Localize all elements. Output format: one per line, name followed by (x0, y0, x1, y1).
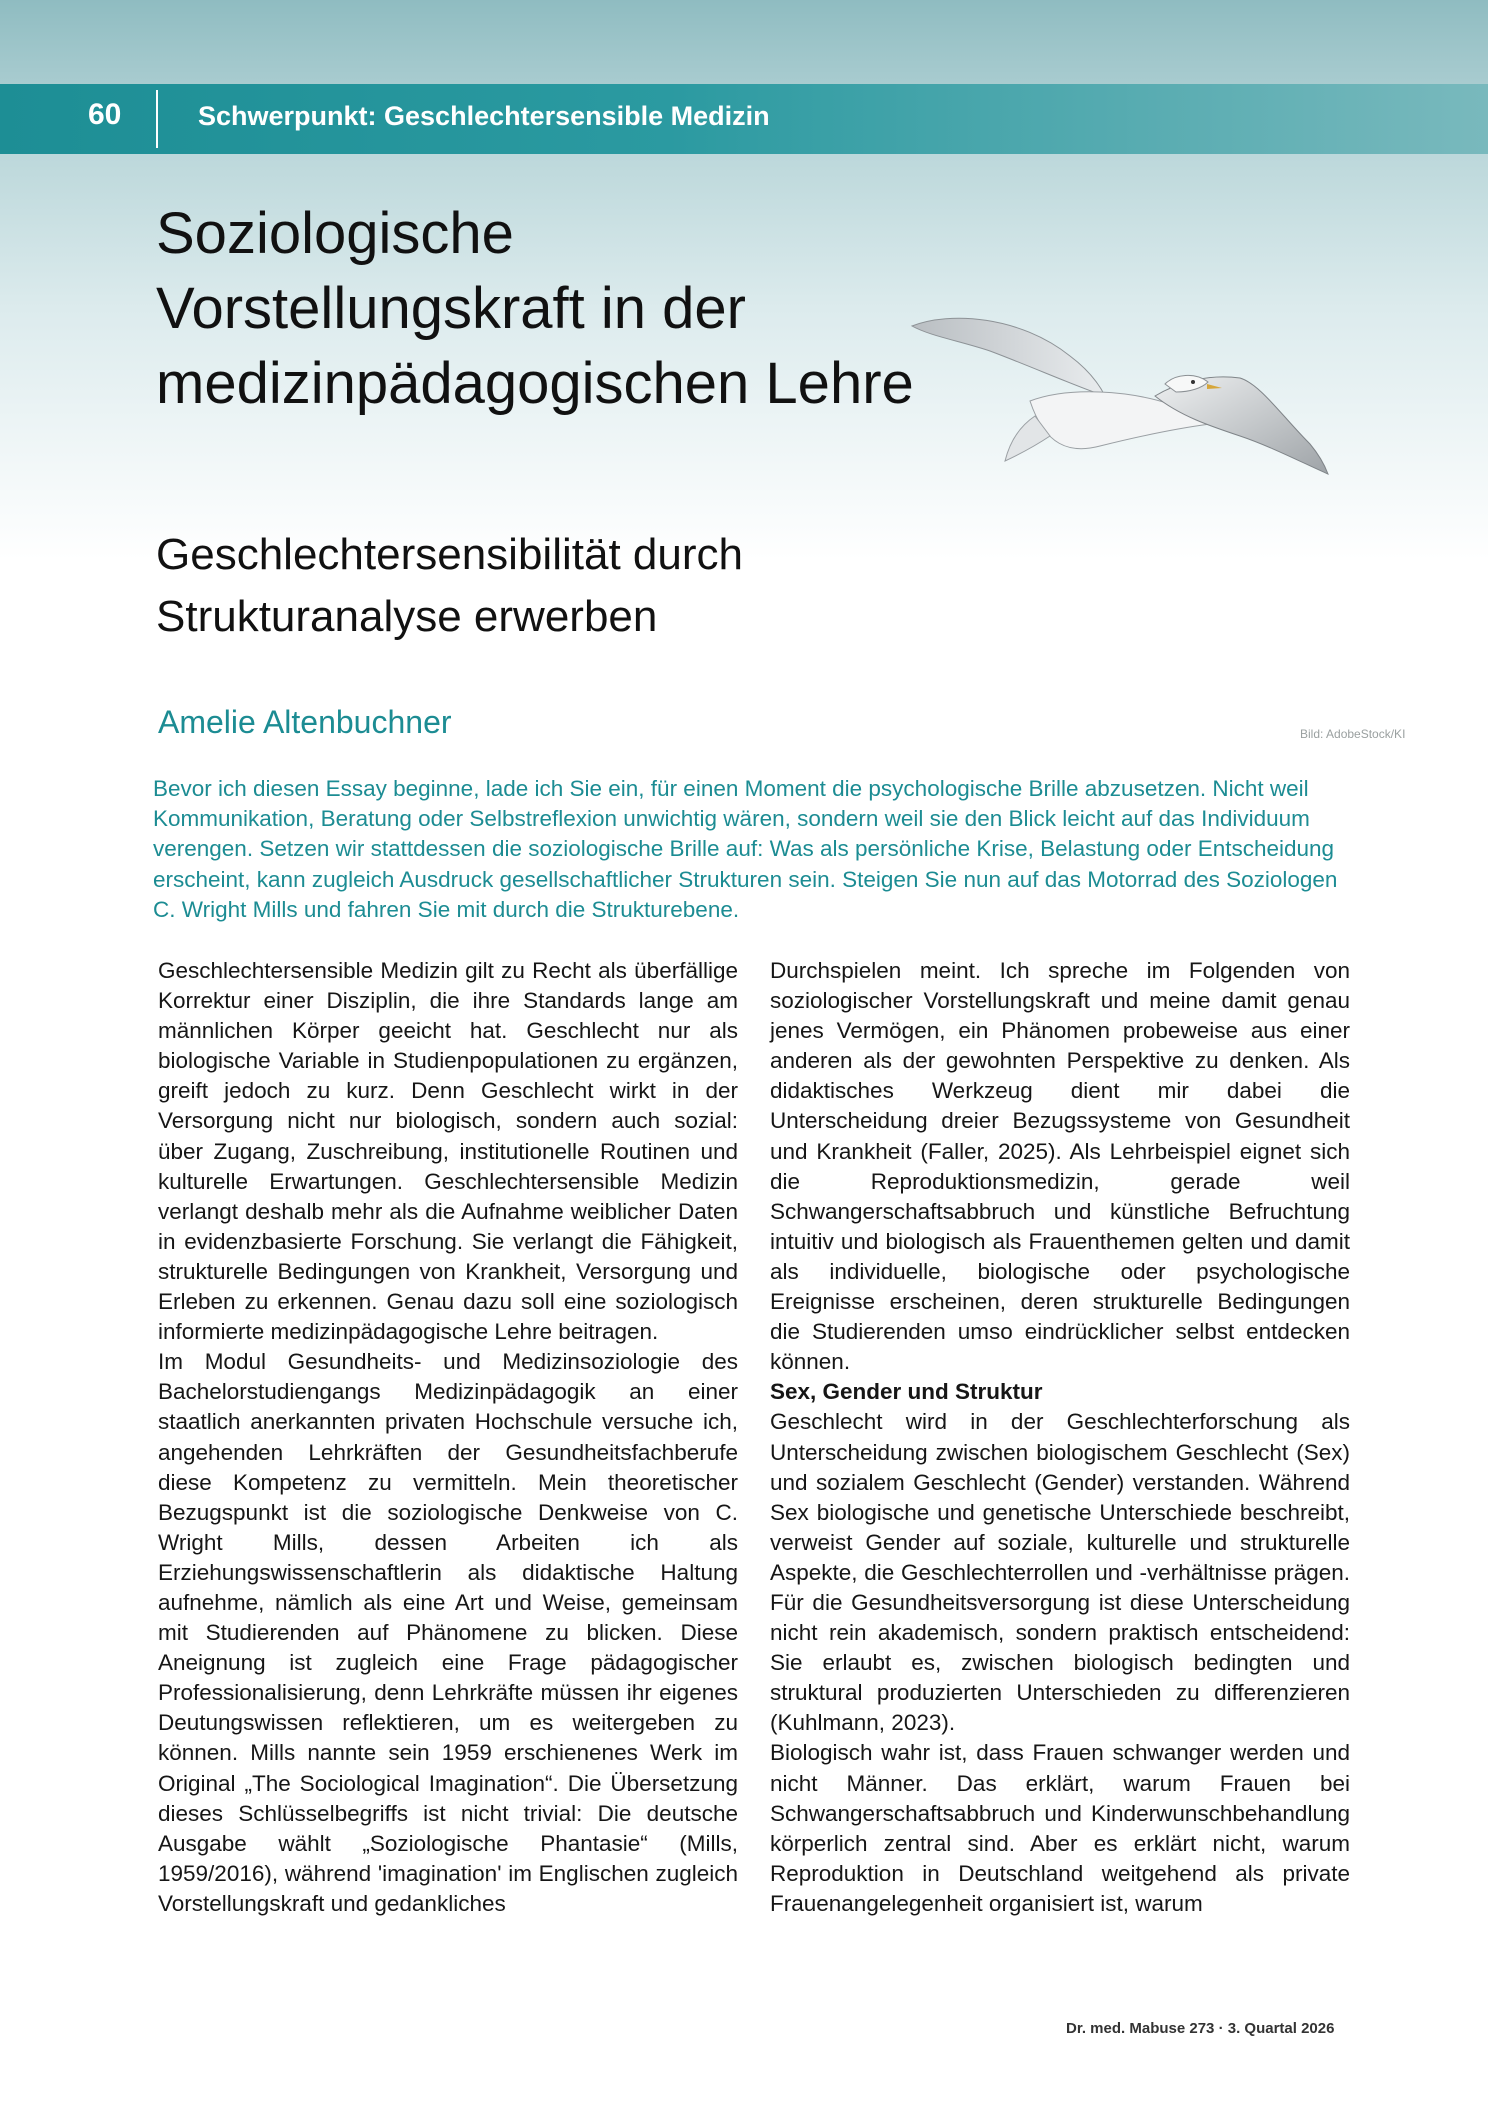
section-title: Schwerpunkt: Geschlechtersensible Medizin (198, 101, 770, 131)
journal-footer: Dr. med. Mabuse 273 · 3. Quartal 2026 (1066, 2020, 1335, 2037)
body-column-right (770, 956, 1350, 1919)
image-credit: Bild: AdobeStock/KI (1300, 727, 1406, 741)
body-column-left (158, 956, 738, 1919)
article-title: Soziologische Vorstellungskraft in der medizinpädagogischen Lehre (156, 201, 914, 416)
author-name: Amelie Altenbuchner (158, 704, 452, 740)
body-paragraph: Durchspielen meint. Ich spreche im Folgenden von soziologischer Vorstellungskraft und meine damit genau jenes Vermögen, ein Phänomen probeweise aus einer anderen als der gewohnten Perspektive zu denken. Als didaktisches Werkzeug dient mir dabei die Unterscheidung dreier Bezugssysteme von Gesundheit und Krankheit (Faller, 2025). Als Lehrbeispiel eignet sich die Reproduktionsmedizin, gerade weil Schwangerschaftsabbruch und künstliche Befruchtung intuitiv und biologisch als Frauenthemen gelten und damit als individuelle, biologische oder psychologische Ereignisse erscheinen, deren strukturelle Bedingungen die Studierenden umso eindrücklicher selbst entdecken können. (770, 958, 1350, 1375)
page-number: 60 (88, 98, 122, 131)
body-paragraph: Biologisch wahr ist, dass Frauen schwanger werden und nicht Männer. Das erklärt, warum Frauen bei Schwangerschaftsabbruch und Kinderwunschbehandlung körperlich zentral sind. Aber es erklärt nicht, warum Reproduktion in Deutschland weitgehend als private Frauenangelegenheit organisiert ist, warum (770, 1740, 1350, 1916)
body-paragraph: Geschlecht wird in der Geschlechterforschung als Unterscheidung zwischen biologischem Geschlecht (Sex) und sozialem Geschlecht (Gender) verstanden. Während Sex biologische und genetische Unterschiede beschreibt, verweist Gender auf soziale, kulturelle und strukturelle Aspekte, die Geschlechterrollen und -verhältnisse prägen. Für die Gesundheitsversorgung ist diese Unterscheidung nicht rein akademisch, sondern praktisch entscheidend: Sie erlaubt es, zwischen biologisch bedingten und struktural produzierten Unterschieden zu differenzieren (Kuhlmann, 2023). (770, 1409, 1350, 1736)
seagull-illustration (910, 296, 1330, 496)
section-subheading: Sex, Gender und Struktur (770, 1379, 1043, 1405)
body-paragraph: Im Modul Gesundheits- und Medizinsoziologie des Bachelorstudiengangs Medizinpädagogik an einer staatlich anerkannten privaten Hochschule versuche ich, angehenden Lehrkräften der Gesundheitsfachberufe diese Kompetenz zu vermitteln. Mein theoretischer Bezugspunkt ist die soziologische Denkweise von C. Wright Mills, dessen Arbeiten ich als Erziehungswissenschaftlerin als didaktische Haltung aufnehme, nämlich als eine Art und Weise, gemeinsam mit Studierenden auf Phänomene zu blicken. Diese Aneignung ist zugleich eine Frage pädagogischer Professionalisierung, denn Lehrkräfte müssen ihr eigenes Deutungswissen reflektieren, um es weitergeben zu können. Mills nannte sein 1959 erschienenes Werk im Original „The Sociological Imagination“. Die Übersetzung dieses Schlüsselbegriffs ist nicht trivial: Die deutsche Ausgabe wählt „Soziologische Phantasie“ (Mills, 1959/2016), während 'imagination' im Englischen zugleich Vorstellungskraft und gedankliches (158, 1349, 738, 1916)
lead-paragraph: Bevor ich diesen Essay beginne, lade ich Sie ein, für einen Moment die psychologische Brille abzusetzen. Nicht weil Kommunikation, Beratung oder Selbstreflexion unwichtig wären, sondern weil sie den Blick leicht auf das Individuum verengen. Setzen wir stattdessen die soziologische Brille auf: Was als persönliche Krise, Belastung oder Entscheidung erscheint, kann zugleich Ausdruck gesellschaftlicher Strukturen sein. Steigen Sie nun auf das Motorrad des Soziologen C. Wright Mills und fahren Sie mit durch die Strukturebene. (153, 776, 1338, 922)
body-paragraph: Geschlechtersensible Medizin gilt zu Recht als überfällige Korrektur einer Disziplin, die ihre Standards lange am männlichen Körper geeicht hat. Geschlecht nur als biologische Variable in Studienpopulationen zu ergänzen, greift jedoch zu kurz. Denn Geschlecht wirkt in der Versorgung nicht nur biologisch, sondern auch sozial: über Zugang, Zuschreibung, institutionelle Routinen und kulturelle Erwartungen. Geschlechtersensible Medizin verlangt deshalb mehr als die Aufnahme weiblicher Daten in evidenzbasierte Forschung. Sie verlangt die Fähigkeit, strukturelle Bedingungen von Krankheit, Versorgung und Erleben zu erkennen. Genau dazu soll eine soziologisch informierte medizinpädagogische Lehre beitragen. (158, 958, 738, 1345)
header-divider (156, 90, 158, 148)
article-subtitle: Geschlechtersensibilität durch Strukturanalyse erwerben (156, 530, 743, 641)
